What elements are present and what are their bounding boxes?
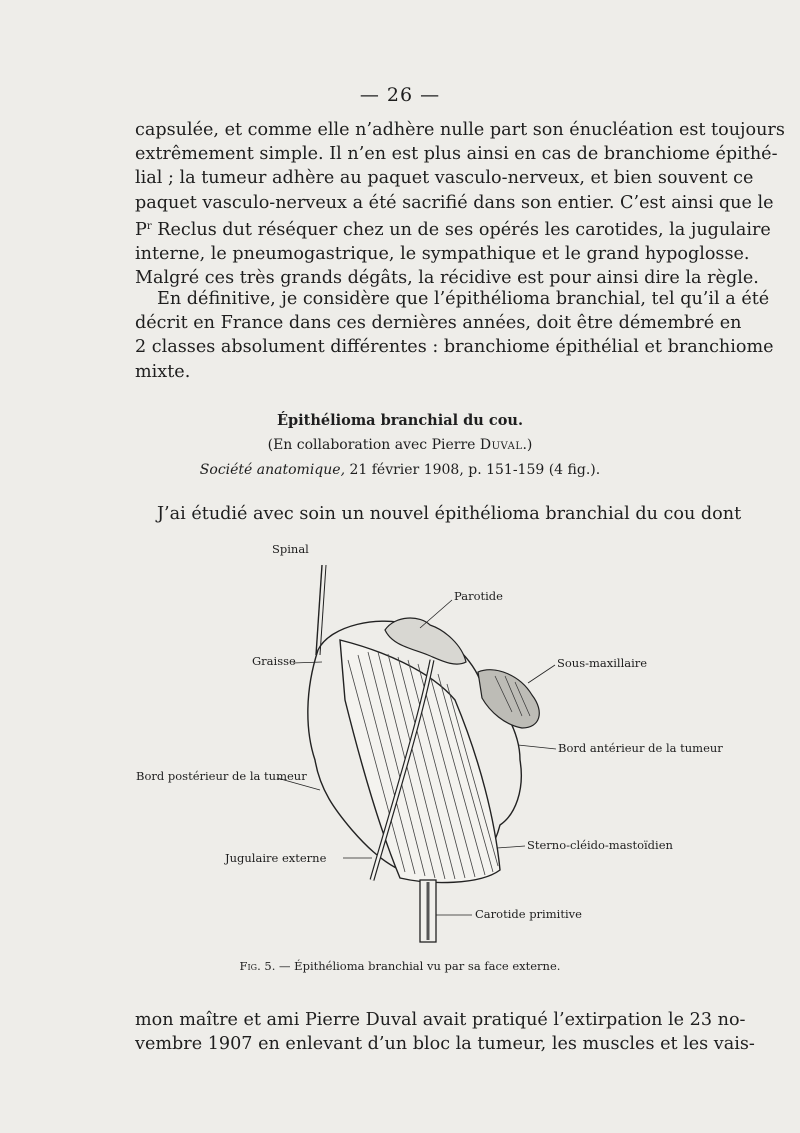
label-bord-posterieur: Bord postérieur de la tumeur [136,769,307,783]
label-spinal: Spinal [272,542,309,556]
label-sterno: Sterno-cléido-mastoïdien [527,838,673,852]
label-bord-anterieur: Bord antérieur de la tumeur [558,741,723,755]
label-jugulaire: Jugulaire externe [225,851,327,865]
label-sous-maxillaire: Sous-maxillaire [557,656,648,670]
text-line: J’ai étudié avec soin un nouvel épithélioma branchial du cou dont [157,504,742,524]
collab-suffix: .) [522,437,533,453]
text-line: 2 classes absolument différentes : branchiome épithélial et branchiome [135,337,774,358]
figure-caption-text: — Épithélioma branchial vu par sa face externe. [275,959,561,973]
collab-prefix: (En collaboration avec Pierre [267,437,480,453]
text-line: En définitive, je considère que l’épithélioma branchial, tel qu’il a été [157,289,770,309]
text-line: capsulée, et comme elle n’adhère nulle part son énucléation est toujours [135,120,785,140]
text-line: mon maître et ami Pierre Duval avait pratiqué l’extirpation le 23 no- [135,1010,746,1030]
text-fragment: P [135,219,147,240]
submaxillary-gland [478,670,539,728]
sterno-muscle [340,640,500,883]
reference-title: Épithélioma branchial du cou. [276,412,523,429]
text-line: décrit en France dans ces dernières années, doit être démembré en [135,313,742,334]
text-line: interne, le pneumogastrique, le sympathique et le grand hypoglosse. [135,244,750,265]
text-line: Malgré ces très grands dégâts, la récidive est pour ainsi dire la règle. [135,268,759,289]
text-line: lial ; la tumeur adhère au paquet vasculo-nerveux, et bien souvent ce [135,168,754,189]
label-carotide: Carotide primitive [475,907,582,921]
figure-caption [0,959,800,973]
label-parotide: Parotide [454,589,503,603]
page-number: — 26 — [359,84,441,106]
source-journal: Société anatomique, [199,462,346,478]
collab-name: Duval [479,437,523,453]
label-graisse: Graisse [252,654,296,668]
paragraph-4 [135,1008,755,1056]
text-line: mixte. [135,361,191,382]
source-details: 21 février 1908, p. 151-159 (4 fig.). [345,462,601,478]
superscript: r [146,220,152,232]
text-line: extrêmement simple. Il n’en est plus ainsi en cas de branchiome épithé- [135,144,778,165]
text-fragment: Reclus dut réséquer chez un de ses opérés les carotides, la jugulaire [151,219,771,240]
parotid-gland [385,618,466,664]
figure-number: Fig. 5. [239,959,276,973]
text-line: vembre 1907 en enlevant d’un bloc la tumeur, les muscles et les vais- [135,1034,755,1055]
text-line: paquet vasculo-nerveux a été sacrifié dans son entier. C’est ainsi que le [135,192,774,213]
